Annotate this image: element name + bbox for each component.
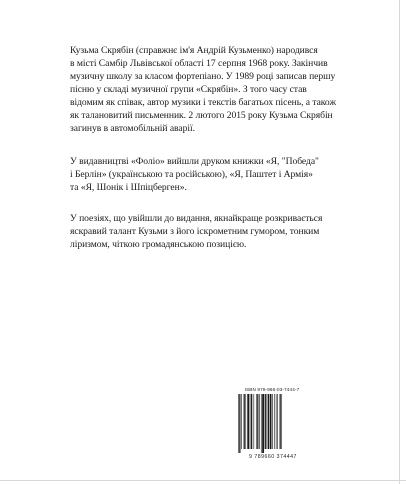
scan-edge-bottom — [0, 480, 406, 481]
bio-line: в місті Самбір Львівської області 17 серпня 1968 року. Закінчив — [70, 58, 328, 70]
poetry-description — [70, 212, 370, 251]
bio-line: як талановитий письменник. 2 лютого 2015 року Кузьма Скрябін — [70, 110, 333, 122]
author-biography — [70, 44, 370, 135]
publications-line: і Берлін» (українською та російською), «Я, Паштет і Армія» — [70, 169, 313, 181]
bio-line: пісню у складі музичної групи «Скрябін». З того часу став — [70, 84, 307, 96]
bio-line: музичну школу за класом фортепіано. У 1989 році записав першу — [70, 71, 336, 83]
isbn-label: ISBN 978-966-03-7444-7 — [244, 387, 300, 392]
publications-line: У видавництві «Фоліо» вийшли друком книжки «Я, "Победа" — [70, 156, 319, 167]
poetry-line: яскравий талант Кузьми з його іскрометним гумором, тонким — [70, 226, 320, 238]
barcode-digits: 9 789660 374447 — [249, 454, 297, 460]
publications-paragraph — [70, 155, 370, 194]
bio-line: загинув в автомобільній аварії. — [70, 123, 195, 135]
publications-line: та «Я, Шонік і Шпіцберген». — [70, 182, 187, 194]
poetry-line: У поезіях, що увійшли до видання, якнайкраще розкривається — [70, 213, 323, 224]
barcode-bars — [238, 394, 308, 453]
isbn-barcode — [236, 387, 308, 463]
bio-line: Кузьма Скрябін (справжнє ім'я Андрій Кузьменко) народився — [70, 45, 318, 56]
scan-edge-right — [399, 0, 400, 484]
poetry-line: ліризмом, чіткою громадянською позицією. — [70, 239, 247, 251]
bio-line: відомим як співак, автор музики і текстів багатьох пісень, а також — [70, 97, 337, 109]
